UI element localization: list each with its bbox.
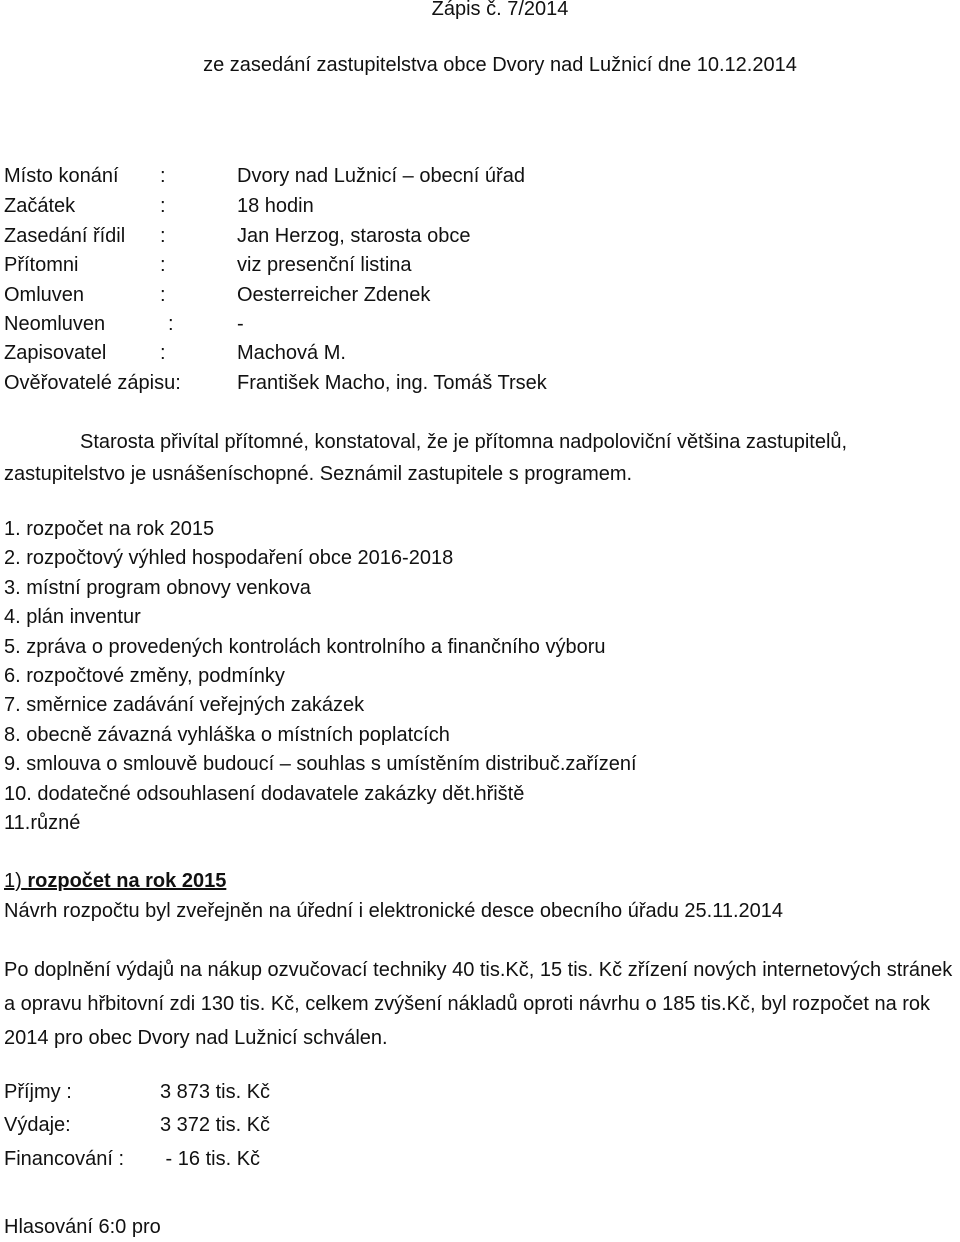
agenda-item: 9. smlouva o smlouvě budoucí – souhlas s umístěním distribuč.zařízení bbox=[4, 753, 637, 776]
finance-value: 3 372 tis. Kč bbox=[160, 1114, 271, 1136]
info-colon: : bbox=[160, 165, 166, 187]
info-row-unexcused bbox=[4, 310, 904, 338]
finance-value: 3 873 tis. Kč bbox=[160, 1081, 271, 1103]
agenda-item: 2. rozpočtový výhled hospodaření obce 2016-2018 bbox=[4, 547, 454, 570]
info-label: Ověřovatelé zápisu: bbox=[4, 372, 181, 394]
section-title: rozpočet na rok 2015 bbox=[27, 870, 227, 892]
agenda-item: 7. směrnice zadávání veřejných zakázek bbox=[4, 694, 365, 717]
info-colon: : bbox=[160, 342, 166, 364]
info-value: Dvory nad Lužnicí – obecní úřad bbox=[237, 165, 525, 187]
finance-label: Výdaje: bbox=[4, 1114, 71, 1136]
info-row-venue bbox=[4, 162, 904, 190]
info-value: - bbox=[237, 313, 244, 335]
agenda-item: 1. rozpočet na rok 2015 bbox=[4, 518, 215, 540]
agenda-item: 3. místní program obnovy venkova bbox=[4, 576, 311, 599]
document-title: Zápis č. 7/2014 bbox=[431, 0, 569, 20]
agenda-item: 8. obecně závazná vyhláška o místních poplatcích bbox=[4, 723, 450, 746]
intro-paragraph bbox=[4, 426, 954, 490]
agenda-item: 6. rozpočtové změny, podmínky bbox=[4, 664, 285, 687]
budget-paragraph: Po doplnění výdajů na nákup ozvučovací techniky 40 tis.Kč, 15 tis. Kč zřízení nových internetových stránek a opravu hřbitovní zdi 130 tis. Kč, celkem zvýšení nákladů oproti návrhu o 185 tis.Kč, byl rozpočet na rok 2014 pro obec Dvory nad Lužnicí schválen. bbox=[4, 959, 953, 1049]
info-label: Začátek bbox=[4, 195, 76, 217]
finance-row-financing bbox=[4, 1148, 604, 1178]
info-value: Machová M. bbox=[237, 342, 346, 364]
agenda-item: 10. dodatečné odsouhlasení dodavatele zakázky dět.hřiště bbox=[4, 782, 525, 805]
info-row-excused bbox=[4, 281, 904, 309]
info-value: Jan Herzog, starosta obce bbox=[237, 225, 471, 247]
info-row-verifiers bbox=[4, 369, 904, 397]
info-label: Neomluven bbox=[4, 313, 106, 335]
finance-label: Financování : bbox=[4, 1148, 125, 1170]
info-label: Zasedání řídil bbox=[4, 225, 126, 247]
agenda-item: 5. zpráva o provedených kontrolách kontrolního a finančního výboru bbox=[4, 635, 606, 658]
section-number: 1) bbox=[4, 870, 22, 892]
info-value: viz presenční listina bbox=[237, 254, 412, 276]
agenda-item: 4. plán inventur bbox=[4, 606, 141, 629]
info-row-recorder bbox=[4, 339, 904, 367]
info-row-start bbox=[4, 192, 904, 220]
publication-note: Návrh rozpočtu byl zveřejněn na úřední i elektronické desce obecního úřadu 25.11.2014 bbox=[4, 900, 784, 922]
vote-result: Hlasování 6:0 pro bbox=[4, 1216, 161, 1238]
section-heading bbox=[4, 870, 226, 893]
info-label: Zapisovatel bbox=[4, 342, 107, 364]
info-value: 18 hodin bbox=[237, 195, 314, 217]
info-colon: : bbox=[168, 313, 174, 335]
agenda-list bbox=[4, 515, 904, 838]
finance-row-expenses bbox=[4, 1114, 604, 1144]
finance-row-income bbox=[4, 1081, 604, 1111]
info-row-present bbox=[4, 251, 904, 279]
finance-value: - 16 tis. Kč bbox=[160, 1148, 261, 1170]
info-label: Omluven bbox=[4, 284, 85, 306]
info-colon: : bbox=[160, 254, 166, 276]
info-row-chair bbox=[4, 222, 904, 250]
info-label: Místo konání bbox=[4, 165, 119, 187]
info-colon: : bbox=[160, 225, 166, 247]
info-value: František Macho, ing. Tomáš Trsek bbox=[237, 372, 547, 394]
info-value: Oesterreicher Zdenek bbox=[237, 284, 431, 306]
info-colon: : bbox=[160, 195, 166, 217]
finance-label: Příjmy : bbox=[4, 1081, 72, 1103]
intro-text: Starosta přivítal přítomné, konstatoval, že je přítomna nadpoloviční většina zastupitelů, zastupitelstvo je usnášeníschopné. Seznámil zastupitele s programem. bbox=[4, 431, 848, 485]
document-subtitle: ze zasedání zastupitelstva obce Dvory nad Lužnicí dne 10.12.2014 bbox=[203, 54, 797, 76]
info-label: Přítomni bbox=[4, 254, 79, 276]
agenda-item: 11.různé bbox=[4, 811, 81, 834]
info-colon: : bbox=[160, 284, 166, 306]
